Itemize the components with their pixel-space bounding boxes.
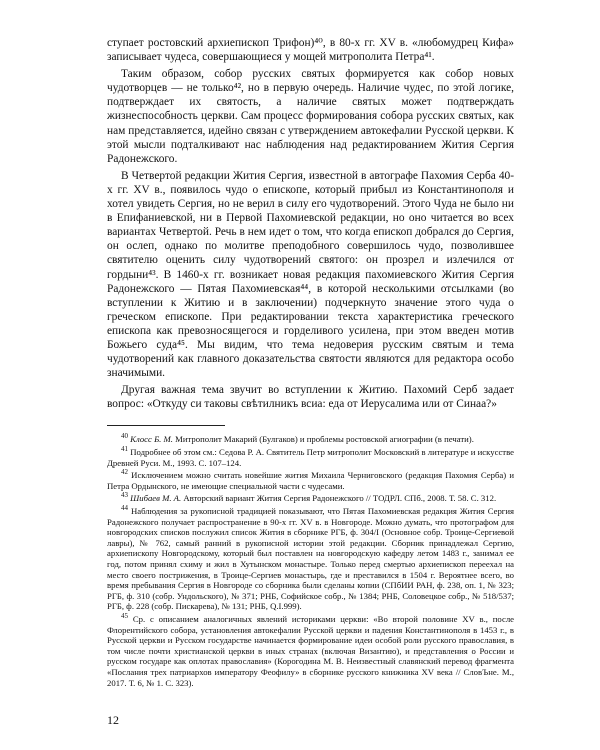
footnote-43: $^{43}$ Шибаев М. А. Авторский вариант Жития Сергия Радонежского // ТОДРЛ. СПб., 2008. Т. 58. С. 312. (121, 491, 497, 504)
paragraph-3: В Четвертой редакции Жития Сергия, известной в автографе Пахомия Серба 40-х гг. XV в., появилось чудо о епископе, который прибыл из Константинополя и хотел увидеть Сергия, но не верил в силу его чудотворений. Этого Чуда не было ни в Епифаниевской, ни в Первой Пахомиевской редакции, но оно читается во всех вариантах Четвертой. Речь в нем идет о том, что когда епископ добрался до Сергия, он ослеп, однако по молитве преподобного совершилось чудо, позволившее святителю оценить силу чудотворений святого: он прозрел и излечился от гордыни⁴³. В 1460-х гг. возникает новая редакция пахомиевского Жития Сергия Радонежского — Пятая Пахомиевская⁴⁴, в которой несколькими отсылками (во вступлении к Житию и в заключении) подчеркнуто значение этого чуда о греческом епископе. При редактировании текста характеристика греческого епископа как превозносящегося и горделивого усилена, при этом введен мотив Божьего суда⁴⁵. Мы видим, что тема недоверия русским святым и тема чудотворений как главного доказательства святости являются для редактора особо значимыми. (107, 169, 514, 380)
footnote-44: $^{44}$ Наблюдения за рукописной традицией показывают, что Пятая Пахомиевская редакция Жития Сергия Радонежского получает распространение в 90-х гг. XV в. в Новгороде. Можно думать, что протографом для новгородских списков послужил список Жития в сборнике РГБ, ф. 304/I (Основное собр. Троице-Сергиевой лавры), № 762, самый ранний в рукописной истории этой редакции. Сборник принадлежал Сергию, архиепископу Новгородскому, который был поставлен на новгородскую кафедру летом 1483 г., занимал ее год, потом принял схиму и жил в Хутынском монастыре. Только перед смертью архиепископ переехал на место своего пострижения, в Троице-Сергиев монастырь, где и преставился в 1504 г. Вероятнее всего, во время пребывания Сергия в Новгороде со сборника были сделаны копии (СПбИИ РАН, ф. 238, оп. 1, № 323; РГБ, ф. 310 (собр. Ундольского), № 371; РНБ, Софийское собр., № 1384; РНБ, Соловецкое собр., № 518/537; РГБ, ф. 228 (собр. Пискарева), № 131; РНБ, Q.I.999). (107, 504, 515, 612)
page-body (107, 36, 514, 690)
paragraph-2: Таким образом, собор русских святых формируется как собор новых чудотворцев — не только⁴², но в первую очередь. Наличие чудес, по этой логике, подтверждает их святость, а наличие святых может подтверждать жизнеспособность церкви. Сам процесс формирования собора русских святых, как нам представляется, идейно связан с утверждением автокефалии Русской церкви. К этой мысли подталкивают нас наблюдения над редактированием Жития Сергия Радонежского. (107, 68, 514, 165)
footnote-42: $^{42}$ Исключением можно считать новейшие жития Михаила Черниговского (редакция Пахомия Серба) и Петра Ордынского, не имеющие специальной части с чудесами. (107, 468, 514, 491)
footnote-40: $^{40}$ Клосс Б. М. Митрополит Макарий (Булгаков) и проблемы ростовской агиографии (в печати). (121, 432, 474, 445)
footnote-41: $^{41}$ Подробнее об этом см.: Седова Р. А. Святитель Петр митрополит Московский в литературе и искусстве Древней Руси. М., 1993. С. 107–124. (107, 445, 514, 468)
footnote-45: $^{45}$ Ср. с описанием аналогичных явлений историками церкви: «Во второй половине XV в., после Флорентийского собора, установления автокефалии Русской церкви и падения Константинополя в 1453 г., в Русской церкви и Русском государстве начинается формирование идеи особой роли русского православия, в том числе почти христианской церкви в иных странах (включая Византию), и представления о России и русском государе как оплотах православия» (Корогодина М. В. Неизвестный славянский перевод фрагмента «Послания трех патриархов императору Феофилу» в сборнике русского книжника XV века // СловЪне. М., 2017. Т. 6, № 1. С. 323). (107, 612, 515, 688)
footnotes (107, 434, 514, 688)
paragraph-4: Другая важная тема звучит во вступлении к Житию. Пахомий Серб задает вопрос: «Откуду си таковы свѣтилникъ всиа: еда от Иерусалима или от Синаа?» (107, 384, 514, 411)
paragraph-1: ступает ростовский архиепископ Трифон)⁴⁰, в 80-х гг. XV в. «любомудрец Кифа» записывает чудеса, совершающиеся у мощей митрополита Петра⁴¹. (107, 37, 514, 64)
page-number: 12 (107, 713, 119, 727)
footnote-divider (107, 425, 225, 426)
